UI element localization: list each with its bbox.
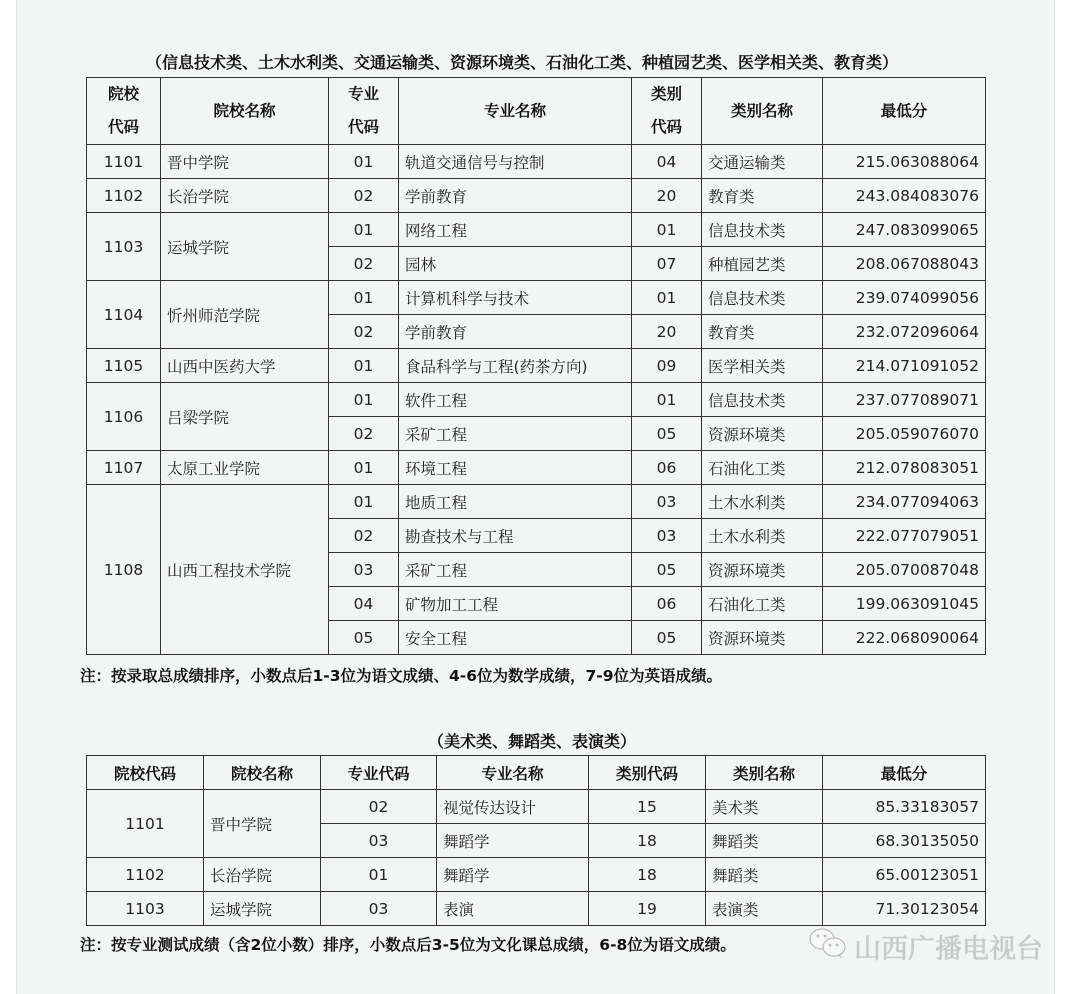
- school-name: 运城学院: [161, 213, 329, 281]
- school-name: 吕梁学院: [161, 383, 329, 451]
- min-score: 212.078083051: [823, 451, 986, 485]
- major-name: 地质工程: [399, 485, 632, 519]
- min-score: 208.067088043: [823, 247, 986, 281]
- min-score: 199.063091045: [823, 587, 986, 621]
- major-code: 05: [329, 621, 399, 655]
- header-category-name: 类别名称: [702, 78, 823, 145]
- school-code: 1102: [87, 858, 204, 892]
- major-code: 03: [321, 892, 437, 926]
- major-name: 计算机科学与技术: [399, 281, 632, 315]
- category-code: 05: [632, 621, 702, 655]
- category-code: 05: [632, 417, 702, 451]
- school-name: 太原工业学院: [161, 451, 329, 485]
- major-name: 轨道交通信号与控制: [399, 145, 632, 179]
- table1-header-row: [87, 78, 986, 145]
- major-code: 01: [329, 213, 399, 247]
- category-name: 资源环境类: [702, 621, 823, 655]
- category-name: 表演类: [706, 892, 823, 926]
- min-score: 239.074099056: [823, 281, 986, 315]
- category-code: 20: [632, 179, 702, 213]
- header-school-name: 院校名称: [161, 78, 329, 145]
- category-name: 舞蹈类: [706, 858, 823, 892]
- category-code: 19: [589, 892, 706, 926]
- major-name: 网络工程: [399, 213, 632, 247]
- min-score: 234.077094063: [823, 485, 986, 519]
- category-name: 教育类: [702, 315, 823, 349]
- category-name: 美术类: [706, 790, 823, 824]
- category-name: 信息技术类: [702, 213, 823, 247]
- min-score: 247.083099065: [823, 213, 986, 247]
- major-code: 02: [329, 247, 399, 281]
- category-code: 06: [632, 587, 702, 621]
- category-name: 舞蹈类: [706, 824, 823, 858]
- table1-general-admissions: [86, 77, 986, 655]
- category-name: 土木水利类: [702, 519, 823, 553]
- category-code: 03: [632, 519, 702, 553]
- table-row: [87, 892, 986, 926]
- school-code: 1104: [87, 281, 161, 349]
- header-category-name: 类别名称: [706, 756, 823, 790]
- school-code: 1101: [87, 145, 161, 179]
- table-row: [87, 145, 986, 179]
- table2-arts-admissions: [86, 755, 986, 926]
- watermark: [808, 926, 1043, 967]
- school-name: 忻州师范学院: [161, 281, 329, 349]
- category-code: 07: [632, 247, 702, 281]
- school-name: 山西工程技术学院: [161, 485, 329, 655]
- school-code: 1103: [87, 213, 161, 281]
- category-name: 信息技术类: [702, 281, 823, 315]
- table-row: [87, 485, 986, 519]
- table1-note: 注：按录取总成绩排序，小数点后1-3位为语文成绩、4-6位为数学成绩，7-9位为英语成绩。: [80, 667, 723, 685]
- watermark-text: 山西广播电视台: [854, 934, 1043, 965]
- category-name: 种植园艺类: [702, 247, 823, 281]
- major-code: 01: [321, 858, 437, 892]
- school-code: 1105: [87, 349, 161, 383]
- min-score: 222.068090064: [823, 621, 986, 655]
- header-school-code: 院校 代码: [87, 78, 161, 145]
- table-row: [87, 383, 986, 417]
- major-name: 环境工程: [399, 451, 632, 485]
- major-name: 学前教育: [399, 179, 632, 213]
- school-name: 晋中学院: [161, 145, 329, 179]
- min-score: 85.33183057: [823, 790, 986, 824]
- min-score: 215.063088064: [823, 145, 986, 179]
- min-score: 232.072096064: [823, 315, 986, 349]
- major-name: 舞蹈学: [437, 824, 589, 858]
- table-row: [87, 858, 986, 892]
- category-code: 01: [632, 383, 702, 417]
- school-name: 晋中学院: [204, 790, 321, 858]
- major-code: 02: [329, 417, 399, 451]
- category-code: 20: [632, 315, 702, 349]
- header-school-name: 院校名称: [204, 756, 321, 790]
- major-code: 01: [329, 281, 399, 315]
- min-score: 222.077079051: [823, 519, 986, 553]
- school-code: 1102: [87, 179, 161, 213]
- school-code: 1108: [87, 485, 161, 655]
- table-row: [87, 451, 986, 485]
- min-score: 68.30135050: [823, 824, 986, 858]
- header-school-code: 院校代码: [87, 756, 204, 790]
- min-score: 65.00123051: [823, 858, 986, 892]
- header-major-name: 专业名称: [399, 78, 632, 145]
- min-score: 205.059076070: [823, 417, 986, 451]
- category-code: 15: [589, 790, 706, 824]
- table-row: [87, 349, 986, 383]
- major-code: 02: [329, 179, 399, 213]
- min-score: 237.077089071: [823, 383, 986, 417]
- major-name: 矿物加工工程: [399, 587, 632, 621]
- header-min-score: 最低分: [823, 756, 986, 790]
- table-row: [87, 179, 986, 213]
- school-name: 运城学院: [204, 892, 321, 926]
- header-category-code: 类别代码: [589, 756, 706, 790]
- table2-header-row: [87, 756, 986, 790]
- major-code: 01: [329, 383, 399, 417]
- school-code: 1106: [87, 383, 161, 451]
- min-score: 243.084083076: [823, 179, 986, 213]
- category-name: 教育类: [702, 179, 823, 213]
- table2-note: 注：按专业测试成绩（含2位小数）排序，小数点后3-5位为文化课总成绩，6-8位为语文成绩。: [80, 936, 736, 954]
- category-name: 石油化工类: [702, 587, 823, 621]
- table2-caption: （美术类、舞蹈类、表演类）: [428, 732, 637, 751]
- category-code: 04: [632, 145, 702, 179]
- major-code: 03: [329, 553, 399, 587]
- header-major-code: 专业代码: [321, 756, 437, 790]
- category-code: 06: [632, 451, 702, 485]
- category-code: 01: [632, 281, 702, 315]
- category-code: 01: [632, 213, 702, 247]
- category-name: 医学相关类: [702, 349, 823, 383]
- category-code: 03: [632, 485, 702, 519]
- category-code: 09: [632, 349, 702, 383]
- category-name: 土木水利类: [702, 485, 823, 519]
- category-name: 石油化工类: [702, 451, 823, 485]
- min-score: 205.070087048: [823, 553, 986, 587]
- school-name: 山西中医药大学: [161, 349, 329, 383]
- table-row: [87, 213, 986, 247]
- major-code: 02: [321, 790, 437, 824]
- table-row: [87, 790, 986, 824]
- category-code: 18: [589, 858, 706, 892]
- major-name: 软件工程: [399, 383, 632, 417]
- major-name: 采矿工程: [399, 417, 632, 451]
- category-name: 资源环境类: [702, 553, 823, 587]
- min-score: 71.30123054: [823, 892, 986, 926]
- major-name: 园林: [399, 247, 632, 281]
- min-score: 214.071091052: [823, 349, 986, 383]
- category-name: 资源环境类: [702, 417, 823, 451]
- school-code: 1103: [87, 892, 204, 926]
- major-name: 食品科学与工程(药茶方向): [399, 349, 632, 383]
- major-code: 01: [329, 145, 399, 179]
- category-name: 交通运输类: [702, 145, 823, 179]
- header-min-score: 最低分: [823, 78, 986, 145]
- header-major-code: 专业 代码: [329, 78, 399, 145]
- major-name: 学前教育: [399, 315, 632, 349]
- major-name: 勘查技术与工程: [399, 519, 632, 553]
- major-name: 安全工程: [399, 621, 632, 655]
- category-name: 信息技术类: [702, 383, 823, 417]
- wechat-icon: [808, 926, 854, 967]
- category-code: 18: [589, 824, 706, 858]
- major-code: 01: [329, 349, 399, 383]
- school-code: 1107: [87, 451, 161, 485]
- school-name: 长治学院: [161, 179, 329, 213]
- header-major-name: 专业名称: [437, 756, 589, 790]
- table1-caption: （信息技术类、土木水利类、交通运输类、资源环境类、石油化工类、种植园艺类、医学相关类、教育类）: [146, 53, 899, 72]
- table-row: [87, 281, 986, 315]
- school-code: 1101: [87, 790, 204, 858]
- category-code: 05: [632, 553, 702, 587]
- major-code: 02: [329, 315, 399, 349]
- major-code: 03: [321, 824, 437, 858]
- header-category-code: 类别 代码: [632, 78, 702, 145]
- major-code: 01: [329, 451, 399, 485]
- major-name: 表演: [437, 892, 589, 926]
- major-code: 02: [329, 519, 399, 553]
- major-code: 01: [329, 485, 399, 519]
- major-name: 视觉传达设计: [437, 790, 589, 824]
- major-name: 采矿工程: [399, 553, 632, 587]
- major-name: 舞蹈学: [437, 858, 589, 892]
- major-code: 04: [329, 587, 399, 621]
- school-name: 长治学院: [204, 858, 321, 892]
